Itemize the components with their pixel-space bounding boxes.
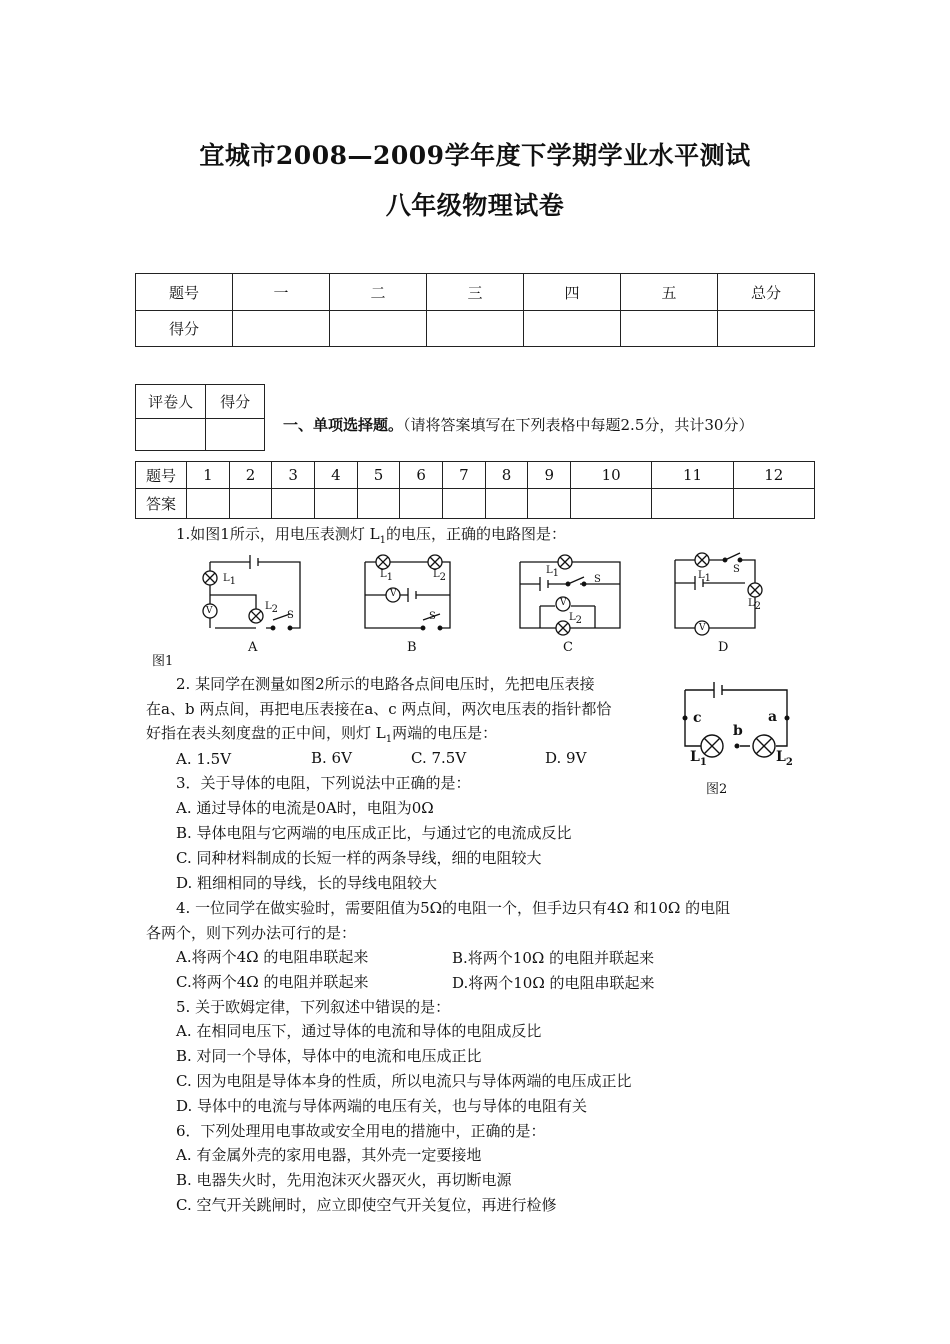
circuit-c-l1-label: $L_1$ [546,565,560,579]
score-header-cell: 一 [233,274,330,311]
figure1-caption: 图1 [152,654,174,669]
q6-option-b: B. 电器失火时，先用泡沫灭火器灭火，再切断电源 [176,1171,512,1189]
q2-line3: 好指在表头刻度盘的正中间，则灯 $L_1$两端的电压是： [146,724,498,745]
score-header-cell: 四 [524,274,621,311]
circuit-d-v-label: V [699,623,706,633]
answer-cell [528,489,571,519]
q1-sub: 1 [379,535,386,546]
fig2-l2-label: $L_2$ [776,749,793,768]
q5-option-c: C. 因为电阻是导体本身的性质，所以电流只与导体两端的电压成正比 [176,1072,632,1090]
circuit-d-s-label: S [733,564,740,575]
figure2-caption: 图2 [706,782,728,797]
answer-cell [272,489,315,519]
q1-text: 1.如图1所示，用电压表测灯 L [176,525,380,543]
answer-number: 7 [443,462,486,489]
score-table [135,273,815,347]
answer-number: 8 [485,462,528,489]
circuit-b [365,555,450,630]
circuit-d-l1-label: $L_1$ [698,570,712,584]
q2-line2: 在a、b 两点间，再把电压表接在a、c 两点间，两次电压表的指针都恰 [146,700,612,718]
q2-option-d: D. 9V [545,749,587,767]
point-b-label: b [733,723,743,739]
answer-number: 9 [528,462,571,489]
q2-option-c: C. 7.5V [411,749,467,767]
q4-option-a: A.将两个4Ω 的电阻串联起来 [176,948,369,966]
score-header-cell: 五 [621,274,718,311]
circuit-a-l1-label: $L_1$ [223,573,237,587]
circuit-c-s-label: S [594,574,601,585]
q6-option-c: C. 空气开关跳闸时，应立即使空气开关复位，再进行检修 [176,1196,557,1214]
q5-option-d: D. 导体中的电流与导体两端的电压有关，也与导体的电阻有关 [176,1097,588,1115]
circuit-a [203,555,300,630]
answer-cell [571,489,652,519]
exam-title: 宜城市2008—2009学年度下学期学业水平测试 [199,141,751,170]
answer-cell [229,489,272,519]
grader-score-cell [206,419,265,451]
answer-cell [315,489,358,519]
score-cell [233,311,330,347]
answer-cell [652,489,733,519]
q3-option-b: B. 导体电阻与它两端的电压成正比，与通过它的电流成反比 [176,824,572,842]
exam-subtitle: 八年级物理试卷 [385,191,565,220]
option-a-label: A [248,640,258,655]
grader-score-label: 得分 [206,385,265,419]
score-cell [524,311,621,347]
q3-option-c: C. 同种材料制成的长短一样的两条导线，细的电阻较大 [176,849,542,867]
answer-table [135,461,815,519]
q3-option-a: A. 通过导体的电流是0A时，电阻为0Ω [176,799,434,817]
q5-stem: 5. 关于欧姆定律，下列叙述中错误的是： [176,998,451,1016]
answer-number: 10 [571,462,652,489]
figure1-circuits [140,548,780,658]
q4-line2: 各两个，则下列办法可行的是： [146,924,357,942]
answer-number: 6 [400,462,443,489]
score-cell [718,311,815,347]
q5-option-b: B. 对同一个导体，导体中的电流和电压成正比 [176,1047,482,1065]
score-row-label: 得分 [136,311,233,347]
point-c-label: c [693,710,702,726]
circuit-c-v-label: V [560,598,567,608]
answer-number: 2 [229,462,272,489]
option-d-label: D [718,640,729,655]
reviewer-label: 评卷人 [136,385,206,419]
q4-option-d: D.将两个10Ω 的电阻串联起来 [452,974,655,992]
circuit-d-l2-label: $L_2$ [748,598,762,612]
q3-stem: 3．关于导体的电阻，下列说法中正确的是： [176,774,471,792]
score-cell [621,311,718,347]
answer-cell [485,489,528,519]
q6-option-a: A. 有金属外壳的家用电器，其外壳一定要接地 [176,1146,482,1164]
circuit-d [675,553,762,635]
section1-title: 一、单项选择题。 [283,416,404,434]
answer-cell [733,489,814,519]
q3-option-d: D. 粗细相同的导线，长的导线电阻较大 [176,874,438,892]
score-header-cell: 总分 [718,274,815,311]
q4-option-c: C.将两个4Ω 的电阻并联起来 [176,973,369,991]
answer-cell [187,489,230,519]
q2-line1: 2. 某同学在测量如图2所示的电路各点间电压时，先把电压表接 [176,675,595,693]
circuit-b-l2-label: $L_2$ [433,569,447,583]
answer-number: 1 [187,462,230,489]
score-header-cell: 题号 [136,274,233,311]
q5-option-a: A. 在相同电压下，通过导体的电流和导体的电阻成反比 [176,1022,542,1040]
q6-stem: 6．下列处理用电事故或安全用电的措施中，正确的是： [176,1122,546,1140]
score-header-cell: 三 [427,274,524,311]
circuit-a-s-label: S [287,610,294,621]
circuit-b-l1-label: $L_1$ [380,569,394,583]
answer-number: 3 [272,462,315,489]
answer-number: 4 [315,462,358,489]
q4-option-b: B.将两个10Ω 的电阻并联起来 [452,949,655,967]
q1-stem [176,524,566,551]
q2-option-a: A. 1.5V [176,750,232,768]
circuit-b-v-label: V [390,589,397,599]
answer-cell [400,489,443,519]
score-cell [427,311,524,347]
answer-cell [443,489,486,519]
score-header-cell: 二 [330,274,427,311]
section1-note: （请将答案填写在下列表格中每题2.5分，共计30分） [403,416,754,434]
score-cell [330,311,427,347]
answer-row-label: 题号 [136,462,187,489]
q1-text-end: 的电压，正确的电路图是： [385,525,566,543]
answer-number: 11 [652,462,733,489]
answer-cell [357,489,400,519]
answer-number: 12 [733,462,814,489]
circuit-c-l2-label: $L_2$ [569,612,583,626]
option-c-label: C [563,640,573,655]
section1-heading [283,414,753,435]
answer-number: 5 [357,462,400,489]
q2-option-b: B. 6V [311,749,352,767]
point-a-label: a [768,709,778,725]
circuit-b-s-label: S [429,611,436,622]
option-b-label: B [407,640,417,655]
circuit-a-v-label: V [206,606,213,616]
reviewer-cell [136,419,206,451]
answer-row-label: 答案 [136,489,187,519]
fig2-l1-label: $L_1$ [690,749,707,768]
circuit-a-l2-label: $L_2$ [265,601,279,615]
q4-line1: 4. 一位同学在做实验时，需要阻值为5Ω的电阻一个，但手边只有4Ω 和10Ω 的电阻 [176,899,731,917]
grader-box [135,384,265,451]
